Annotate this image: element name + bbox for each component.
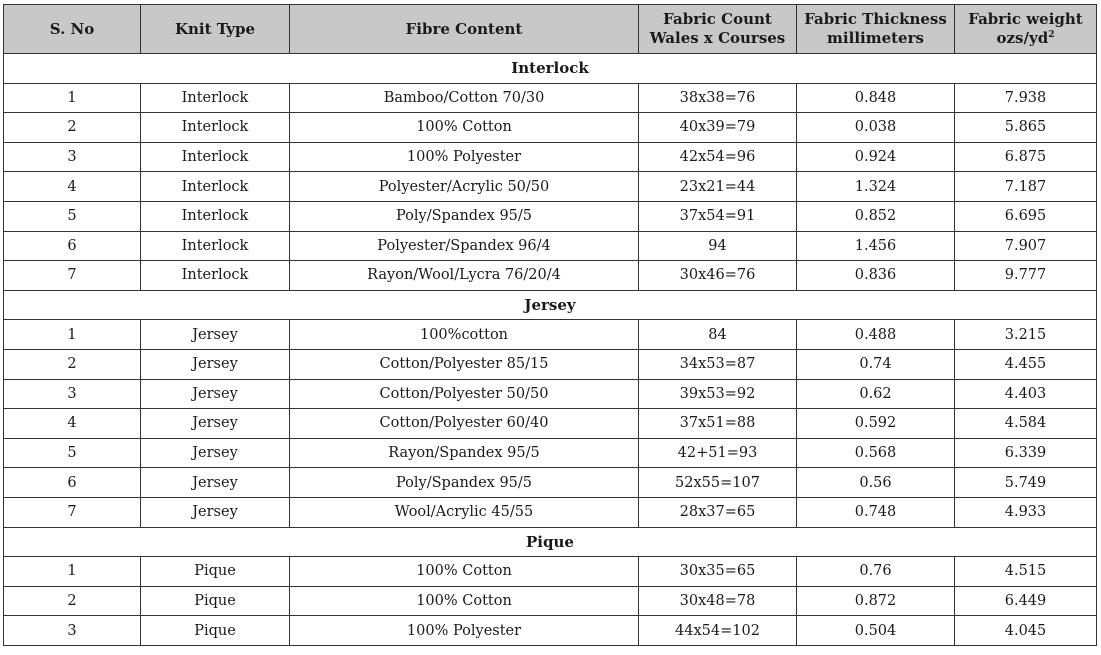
cell-sno: 3 (4, 616, 141, 646)
cell-fabric-count: 23x21=44 (639, 172, 797, 202)
cell-knit-type: Jersey (141, 497, 290, 527)
cell-knit-type: Interlock (141, 172, 290, 202)
cell-fabric-weight: 4.403 (955, 379, 1097, 409)
header-fabric-thickness (797, 5, 955, 54)
cell-fibre-content: Poly/Spandex 95/5 (290, 468, 639, 498)
cell-knit-type: Interlock (141, 201, 290, 231)
cell-fabric-weight: 4.045 (955, 616, 1097, 646)
section-title: Pique (4, 527, 1097, 557)
cell-sno: 4 (4, 409, 141, 439)
fabric-properties-table-container (3, 4, 1096, 646)
cell-fibre-content: Rayon/Wool/Lycra 76/20/4 (290, 261, 639, 291)
cell-fabric-weight: 5.749 (955, 468, 1097, 498)
cell-knit-type: Jersey (141, 409, 290, 439)
cell-fabric-thickness: 0.924 (797, 142, 955, 172)
table-row (4, 497, 1097, 527)
table-row (4, 142, 1097, 172)
cell-fibre-content: 100% Cotton (290, 113, 639, 143)
table-row (4, 231, 1097, 261)
cell-fabric-thickness: 0.74 (797, 349, 955, 379)
cell-fabric-weight: 7.907 (955, 231, 1097, 261)
table-row (4, 586, 1097, 616)
header-fabric-count (639, 5, 797, 54)
cell-fabric-weight: 9.777 (955, 261, 1097, 291)
cell-sno: 3 (4, 142, 141, 172)
header-fabric-count-line1: Fabric Count (663, 10, 772, 28)
cell-sno: 1 (4, 557, 141, 587)
cell-fabric-weight: 4.515 (955, 557, 1097, 587)
cell-sno: 2 (4, 113, 141, 143)
cell-knit-type: Jersey (141, 349, 290, 379)
cell-fabric-weight: 4.455 (955, 349, 1097, 379)
cell-fabric-count: 42+51=93 (639, 438, 797, 468)
cell-knit-type: Interlock (141, 83, 290, 113)
cell-fibre-content: 100% Polyester (290, 142, 639, 172)
cell-fabric-count: 37x51=88 (639, 409, 797, 439)
table-row (4, 468, 1097, 498)
cell-knit-type: Jersey (141, 320, 290, 350)
table-row (4, 83, 1097, 113)
cell-fabric-count: 44x54=102 (639, 616, 797, 646)
cell-fibre-content: Rayon/Spandex 95/5 (290, 438, 639, 468)
cell-fabric-count: 84 (639, 320, 797, 350)
cell-fabric-thickness: 0.748 (797, 497, 955, 527)
header-weight-line2: ozs/yd (996, 29, 1049, 47)
cell-fabric-weight: 4.933 (955, 497, 1097, 527)
cell-fabric-thickness: 1.324 (797, 172, 955, 202)
cell-fabric-count: 42x54=96 (639, 142, 797, 172)
cell-fabric-thickness: 0.62 (797, 379, 955, 409)
cell-knit-type: Interlock (141, 231, 290, 261)
cell-fabric-count: 30x35=65 (639, 557, 797, 587)
cell-sno: 1 (4, 83, 141, 113)
cell-fabric-thickness: 0.038 (797, 113, 955, 143)
cell-fabric-weight: 6.449 (955, 586, 1097, 616)
cell-knit-type: Jersey (141, 379, 290, 409)
cell-fabric-count: 28x37=65 (639, 497, 797, 527)
cell-knit-type: Pique (141, 557, 290, 587)
table-row (4, 557, 1097, 587)
section-title: Interlock (4, 54, 1097, 84)
section-header-row (4, 290, 1097, 320)
cell-fabric-weight: 6.695 (955, 201, 1097, 231)
cell-fabric-count: 40x39=79 (639, 113, 797, 143)
cell-fabric-thickness: 0.852 (797, 201, 955, 231)
header-weight-line1: Fabric weight (968, 10, 1083, 28)
cell-sno: 2 (4, 586, 141, 616)
table-row (4, 201, 1097, 231)
cell-fibre-content: Cotton/Polyester 85/15 (290, 349, 639, 379)
section-title: Jersey (4, 290, 1097, 320)
cell-sno: 5 (4, 438, 141, 468)
cell-fabric-thickness: 1.456 (797, 231, 955, 261)
cell-fabric-count: 30x48=78 (639, 586, 797, 616)
cell-knit-type: Interlock (141, 113, 290, 143)
table-row (4, 349, 1097, 379)
cell-fabric-thickness: 0.504 (797, 616, 955, 646)
cell-fibre-content: 100%cotton (290, 320, 639, 350)
header-weight-superscript: 2 (1048, 30, 1055, 40)
table-row (4, 320, 1097, 350)
cell-fabric-weight: 3.215 (955, 320, 1097, 350)
section-header-row (4, 527, 1097, 557)
cell-fabric-weight: 7.938 (955, 83, 1097, 113)
cell-fabric-count: 30x46=76 (639, 261, 797, 291)
cell-fibre-content: Cotton/Polyester 60/40 (290, 409, 639, 439)
cell-knit-type: Interlock (141, 261, 290, 291)
table-row (4, 438, 1097, 468)
table-body (4, 54, 1097, 646)
table-row (4, 379, 1097, 409)
cell-fabric-count: 38x38=76 (639, 83, 797, 113)
cell-fabric-thickness: 0.76 (797, 557, 955, 587)
cell-fabric-thickness: 0.836 (797, 261, 955, 291)
table-row (4, 172, 1097, 202)
cell-fabric-thickness: 0.848 (797, 83, 955, 113)
cell-fibre-content: 100% Cotton (290, 557, 639, 587)
cell-sno: 6 (4, 468, 141, 498)
cell-sno: 1 (4, 320, 141, 350)
cell-sno: 3 (4, 379, 141, 409)
cell-knit-type: Interlock (141, 142, 290, 172)
cell-fabric-weight: 5.865 (955, 113, 1097, 143)
fabric-properties-table (3, 4, 1097, 646)
cell-fabric-count: 52x55=107 (639, 468, 797, 498)
header-sno: S. No (4, 5, 141, 54)
cell-knit-type: Jersey (141, 438, 290, 468)
cell-fabric-count: 39x53=92 (639, 379, 797, 409)
cell-fabric-weight: 4.584 (955, 409, 1097, 439)
section-header-row (4, 54, 1097, 84)
cell-fabric-weight: 6.339 (955, 438, 1097, 468)
cell-fibre-content: 100% Cotton (290, 586, 639, 616)
header-thickness-line1: Fabric Thickness (804, 10, 947, 28)
cell-knit-type: Pique (141, 616, 290, 646)
table-row (4, 261, 1097, 291)
cell-fabric-count: 37x54=91 (639, 201, 797, 231)
header-fabric-weight (955, 5, 1097, 54)
header-fibre-content: Fibre Content (290, 5, 639, 54)
cell-knit-type: Jersey (141, 468, 290, 498)
header-thickness-line2: millimeters (827, 29, 924, 47)
cell-fabric-count: 34x53=87 (639, 349, 797, 379)
cell-sno: 7 (4, 261, 141, 291)
header-row (4, 5, 1097, 54)
cell-fabric-thickness: 0.592 (797, 409, 955, 439)
cell-fibre-content: Polyester/Acrylic 50/50 (290, 172, 639, 202)
header-fabric-count-line2: Wales x Courses (649, 29, 786, 47)
cell-fibre-content: Bamboo/Cotton 70/30 (290, 83, 639, 113)
cell-fibre-content: 100% Polyester (290, 616, 639, 646)
cell-sno: 2 (4, 349, 141, 379)
cell-fibre-content: Cotton/Polyester 50/50 (290, 379, 639, 409)
table-row (4, 113, 1097, 143)
cell-fibre-content: Polyester/Spandex 96/4 (290, 231, 639, 261)
cell-fabric-thickness: 0.872 (797, 586, 955, 616)
header-knit-type: Knit Type (141, 5, 290, 54)
cell-fabric-weight: 7.187 (955, 172, 1097, 202)
cell-fabric-thickness: 0.56 (797, 468, 955, 498)
cell-fabric-weight: 6.875 (955, 142, 1097, 172)
cell-fibre-content: Wool/Acrylic 45/55 (290, 497, 639, 527)
cell-sno: 7 (4, 497, 141, 527)
cell-sno: 5 (4, 201, 141, 231)
cell-fibre-content: Poly/Spandex 95/5 (290, 201, 639, 231)
cell-fabric-count: 94 (639, 231, 797, 261)
cell-sno: 6 (4, 231, 141, 261)
cell-sno: 4 (4, 172, 141, 202)
table-row (4, 409, 1097, 439)
table-row (4, 616, 1097, 646)
cell-fabric-thickness: 0.488 (797, 320, 955, 350)
cell-knit-type: Pique (141, 586, 290, 616)
cell-fabric-thickness: 0.568 (797, 438, 955, 468)
